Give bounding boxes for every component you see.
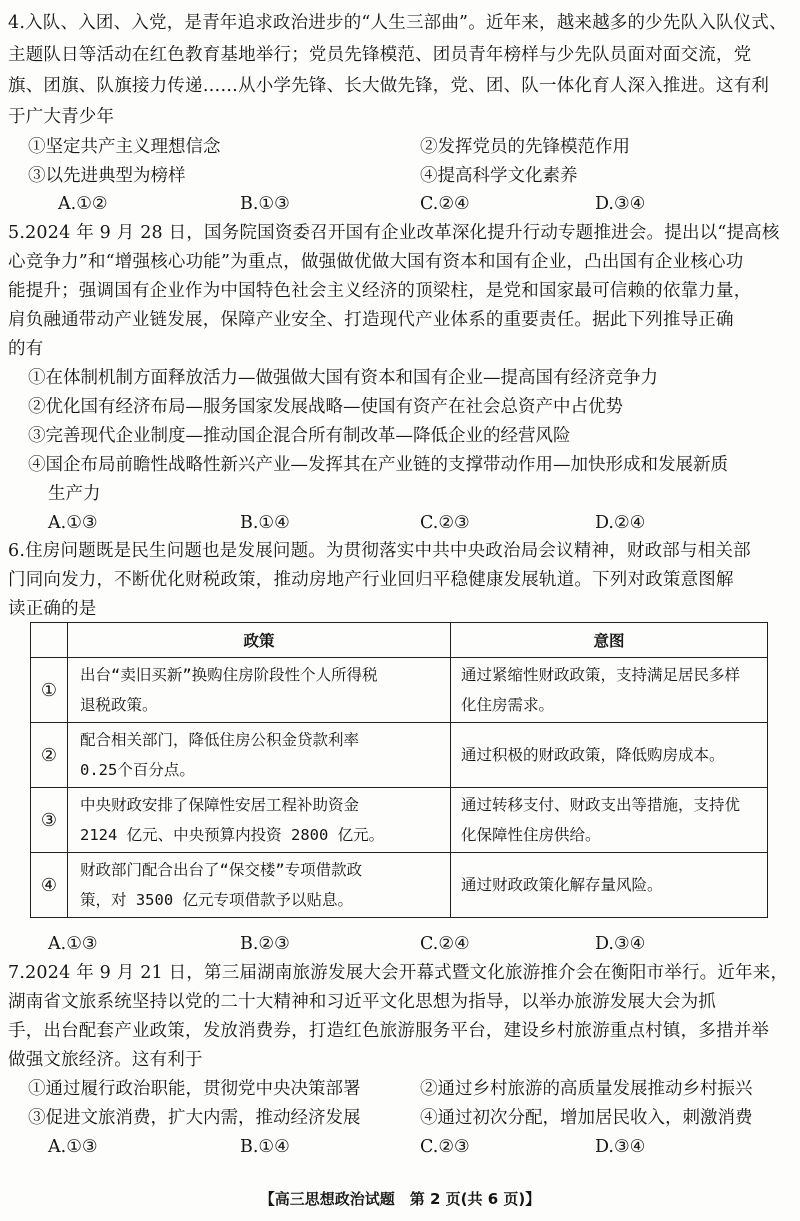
column-header-policy: 政策 xyxy=(68,623,451,658)
q7-item-4: ④通过初次分配，增加居民收入，刺激消费 xyxy=(420,1108,753,1128)
intent-text: 通过积极的财政政策，降低购房成本。 xyxy=(461,746,725,764)
q7-choice-a[interactable]: A.①③ xyxy=(48,1137,98,1157)
policy-text: 财政部门配合出台了“保交楼”专项借款政 xyxy=(80,861,363,879)
policy-cell xyxy=(68,658,451,723)
q6-line-1: 6.住房问题既是民生问题也是发展问题。为贯彻落实中共中央政治局会议精神，财政部与相关部 xyxy=(8,541,751,561)
table-row xyxy=(31,788,768,853)
policy-text: 配合相关部门，降低住房公积金贷款利率 xyxy=(80,731,360,749)
q5-item-1: ①在体制机制方面释放活力—做强做大国有资本和国有企业—提高国有经济竞争力 xyxy=(28,368,658,388)
intent-text: 通过财政政策化解存量风险。 xyxy=(461,876,663,894)
row-number: ② xyxy=(31,723,68,788)
q4-item-1: ①坚定共产主义理想信念 xyxy=(28,137,221,157)
policy-text: 出台“卖旧买新”换购住房阶段性个人所得税 xyxy=(80,666,378,684)
q6-line-2: 门同向发力，不断优化财税政策，推动房地产行业回归平稳健康发展轨道。下列对政策意图解 xyxy=(8,570,734,590)
q6-line-3: 读正确的是 xyxy=(8,599,97,619)
table-corner xyxy=(31,623,68,658)
q7-choice-b[interactable]: B.①④ xyxy=(240,1137,290,1157)
q7-item-2: ②通过乡村旅游的高质量发展推动乡村振兴 xyxy=(420,1079,753,1099)
q5-line-3: 能提升；强调国有企业作为中国特色社会主义经济的顶梁柱，是党和国家最可信赖的依靠力量， xyxy=(8,281,752,301)
table-row xyxy=(31,723,768,788)
q4-choice-d[interactable]: D.③④ xyxy=(595,194,646,214)
page-footer: 【高三思想政治试题 第 2 页(共 6 页)】 xyxy=(259,1190,541,1208)
q6-choice-b[interactable]: B.②③ xyxy=(240,934,290,954)
policy-cell xyxy=(68,788,451,853)
q4-line-1: 4.入队、入团、入党，是青年追求政治进步的“人生三部曲”。近年来，越来越多的少先队入队仪式、 xyxy=(8,13,787,33)
row-number: ③ xyxy=(31,788,68,853)
policy-text: 策，对 3500 亿元专项借款予以贴息。 xyxy=(80,891,353,909)
q5-item-2: ②优化国有经济布局—服务国家发展战略—使国有资产在社会总资产中占优势 xyxy=(28,397,623,417)
q5-choice-d[interactable]: D.②④ xyxy=(595,513,646,533)
q7-line-2: 湖南省文旅系统坚持以党的二十大精神和习近平文化思想为指导，以举办旅游发展大会为抓 xyxy=(8,992,716,1012)
policy-cell xyxy=(68,723,451,788)
q6-choice-a[interactable]: A.①③ xyxy=(48,934,98,954)
row-number: ① xyxy=(31,658,68,723)
q5-item-4-cont: 生产力 xyxy=(48,484,101,504)
intent-text: 通过转移支付、财政支出等措施，支持优 xyxy=(461,796,741,814)
intent-cell xyxy=(451,853,768,918)
q7-line-4: 做强文旅经济。这有利于 xyxy=(8,1050,203,1070)
intent-text: 化保障性住房供给。 xyxy=(461,826,601,844)
q4-line-2: 主题队日等活动在红色教育基地举行；党员先锋模范、团员青年榜样与少先队员面对面交流，党 xyxy=(8,45,752,65)
q5-item-3: ③完善现代企业制度—推动国企混合所有制改革—降低企业的经营风险 xyxy=(28,426,571,446)
q6-choice-c[interactable]: C.②④ xyxy=(420,934,470,954)
q4-choice-b[interactable]: B.①③ xyxy=(240,194,290,214)
q4-line-3: 旗、团旗、队旗接力传递……从小学先锋、长大做先锋，党、团、队一体化育人深入推进。这有利 xyxy=(8,76,770,96)
intent-cell xyxy=(451,658,768,723)
q4-choice-a[interactable]: A.①② xyxy=(58,194,108,214)
q5-line-1: 5.2024 年 9 月 28 日，国务院国资委召开国有企业改革深化提升行动专题推进会。提出以“提高核 xyxy=(8,223,780,243)
policy-text: 0.25个百分点。 xyxy=(80,761,195,779)
q4-item-4: ④提高科学文化素养 xyxy=(420,166,578,186)
q5-line-4: 肩负融通带动产业链发展，保障产业安全、打造现代产业体系的重要责任。据此下列推导正确 xyxy=(8,310,734,330)
q5-item-4: ④国企布局前瞻性战略性新兴产业—发挥其在产业链的支撑带动作用—加快形成和发展新质 xyxy=(28,455,728,475)
q7-item-3: ③促进文旅消费，扩大内需，推动经济发展 xyxy=(28,1108,361,1128)
q5-line-2: 心竞争力”和“增强核心功能”为重点，做强做优做大国有资本和国有企业，凸出国有企业核心功 xyxy=(8,252,744,272)
policy-text: 退税政策。 xyxy=(80,696,158,714)
q7-line-3: 手，出台配套产业政策，发放消费券，打造红色旅游服务平台，建设乡村旅游重点村镇，多措并举 xyxy=(8,1021,770,1041)
intent-text: 化住房需求。 xyxy=(461,696,555,714)
policy-table xyxy=(30,622,768,918)
policy-text: 2124 亿元、中央预算内投资 2800 亿元。 xyxy=(80,826,385,844)
intent-cell xyxy=(451,723,768,788)
q6-choice-d[interactable]: D.③④ xyxy=(595,934,646,954)
q7-choice-d[interactable]: D.③④ xyxy=(595,1137,646,1157)
intent-cell xyxy=(451,788,768,853)
policy-text: 中央财政安排了保障性安居工程补助资金 xyxy=(80,796,360,814)
q4-item-3: ③以先进典型为榜样 xyxy=(28,166,186,186)
q5-choice-c[interactable]: C.②③ xyxy=(420,513,470,533)
q5-line-5: 的有 xyxy=(8,339,44,359)
intent-text: 通过紧缩性财政政策，支持满足居民多样 xyxy=(461,666,741,684)
q7-choice-c[interactable]: C.②③ xyxy=(420,1137,470,1157)
q4-line-4: 于广大青少年 xyxy=(8,107,115,127)
q4-choice-c[interactable]: C.②④ xyxy=(420,194,470,214)
policy-cell xyxy=(68,853,451,918)
q7-item-1: ①通过履行政治职能，贯彻党中央决策部署 xyxy=(28,1079,361,1099)
table-row xyxy=(31,853,768,918)
table-row xyxy=(31,658,768,723)
q4-item-2: ②发挥党员的先锋模范作用 xyxy=(420,137,630,157)
q7-line-1: 7.2024 年 9 月 21 日，第三届湖南旅游发展大会开幕式暨文化旅游推介会在衡阳市举行。近年来， xyxy=(8,963,789,983)
q5-choice-a[interactable]: A.①③ xyxy=(48,513,98,533)
row-number: ④ xyxy=(31,853,68,918)
policy-table-header xyxy=(31,623,768,658)
q5-choice-b[interactable]: B.①④ xyxy=(240,513,290,533)
column-header-intent: 意图 xyxy=(451,623,768,658)
